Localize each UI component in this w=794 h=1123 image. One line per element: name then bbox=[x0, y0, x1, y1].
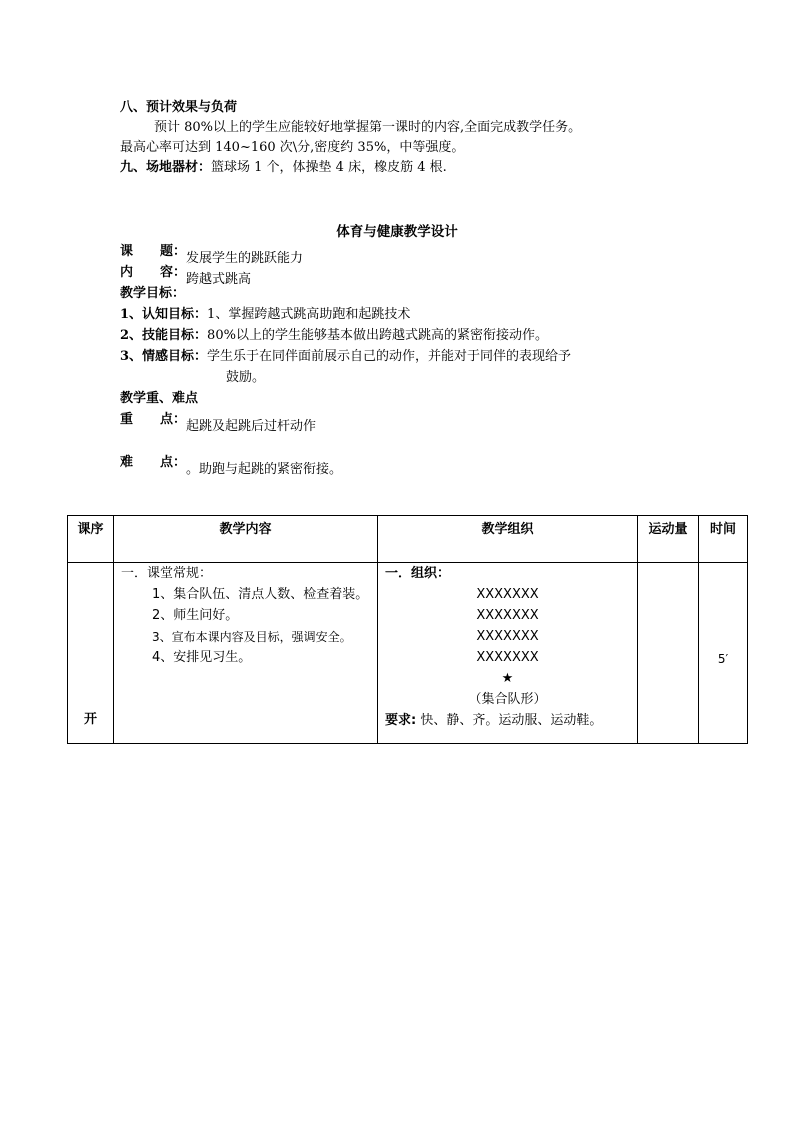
lesson-plan-table bbox=[67, 515, 748, 744]
header-time: 时间 bbox=[699, 516, 748, 563]
goal-3-label: 3、情感目标： bbox=[120, 349, 208, 364]
list-item: 4、安排见习生。 bbox=[152, 650, 252, 665]
goal-3-continuation: 鼓励。 bbox=[226, 370, 266, 385]
content-value: 跨越式跳高 bbox=[186, 272, 252, 287]
content-cell bbox=[114, 563, 378, 744]
star-icon: ★ bbox=[501, 671, 514, 686]
key-point-label: 重 点： bbox=[120, 412, 186, 427]
formation-row: XXXXXXX bbox=[476, 608, 539, 623]
content-label: 内 容： bbox=[120, 265, 186, 280]
goals-heading: 教学目标： bbox=[120, 286, 186, 301]
key-points-heading: 教学重、难点 bbox=[120, 391, 199, 406]
section-8-line-2: 最高心率可达到 140~160 次\分,密度约 35%，中等强度。 bbox=[120, 140, 465, 155]
goal-2 bbox=[120, 326, 548, 346]
goal-3 bbox=[120, 347, 571, 367]
order-cell bbox=[68, 563, 114, 744]
list-item: 1、集合队伍、清点人数、检查着装。 bbox=[152, 587, 369, 602]
requirement-text: 快、静、齐。运动服、运动鞋。 bbox=[420, 713, 603, 728]
formation-row: XXXXXXX bbox=[476, 629, 539, 644]
order-value: 开 bbox=[83, 712, 97, 727]
time-value: 5′ bbox=[717, 652, 729, 666]
topic-label: 课 题： bbox=[120, 244, 186, 259]
difficulty-value: 。助跑与起跳的紧密衔接。 bbox=[186, 462, 343, 477]
section-8-line-1: 预计 80%以上的学生应能较好地掌握第一课时的内容,全面完成教学任务。 bbox=[154, 120, 582, 135]
list-item: 3、宣布本课内容及目标，强调安全。 bbox=[152, 630, 352, 644]
goal-1 bbox=[120, 305, 410, 325]
section-9-text: 篮球场 1 个，体操垫 4 床，橡皮筋 4 根. bbox=[211, 160, 447, 175]
organization-cell bbox=[378, 563, 638, 744]
design-title: 体育与健康教学设计 bbox=[336, 224, 458, 240]
list-item: 2、师生问好。 bbox=[152, 608, 239, 623]
formation-row: XXXXXXX bbox=[476, 587, 539, 602]
organization-heading: 一．组织： bbox=[385, 566, 451, 581]
section-9-line bbox=[120, 158, 447, 178]
goal-1-label: 1、认知目标： bbox=[120, 307, 208, 322]
time-cell bbox=[699, 563, 748, 744]
goal-3-text: 学生乐于在同伴面前展示自己的动作，并能对于同伴的表现给予 bbox=[207, 349, 572, 364]
table-row bbox=[68, 563, 748, 744]
header-organization: 教学组织 bbox=[378, 516, 638, 563]
load-cell bbox=[638, 563, 699, 744]
section-8-heading: 八、预计效果与负荷 bbox=[120, 100, 238, 115]
requirement-label: 要求: bbox=[385, 713, 417, 728]
header-order: 课序 bbox=[68, 516, 114, 563]
goal-1-text: 1、掌握跨越式跳高助跑和起跳技术 bbox=[207, 307, 411, 322]
section-9-label: 九、场地器材： bbox=[120, 160, 212, 175]
goal-2-label: 2、技能目标： bbox=[120, 328, 208, 343]
formation-row: XXXXXXX bbox=[476, 650, 539, 665]
header-load: 运动量 bbox=[638, 516, 699, 563]
goal-2-text: 80%以上的学生能够基本做出跨越式跳高的紧密衔接动作。 bbox=[207, 328, 548, 343]
key-point-line bbox=[120, 410, 316, 437]
formation-caption: （集合队形） bbox=[468, 692, 547, 707]
difficulty-line bbox=[120, 453, 342, 480]
table-header-row bbox=[68, 516, 748, 563]
requirement-line bbox=[385, 711, 602, 731]
routine-heading: 一．课堂常规： bbox=[121, 566, 213, 581]
difficulty-label: 难 点： bbox=[120, 455, 186, 470]
topic-value: 发展学生的跳跃能力 bbox=[186, 251, 304, 266]
header-content: 教学内容 bbox=[114, 516, 378, 563]
key-point-value: 起跳及起跳后过杆动作 bbox=[186, 419, 317, 434]
